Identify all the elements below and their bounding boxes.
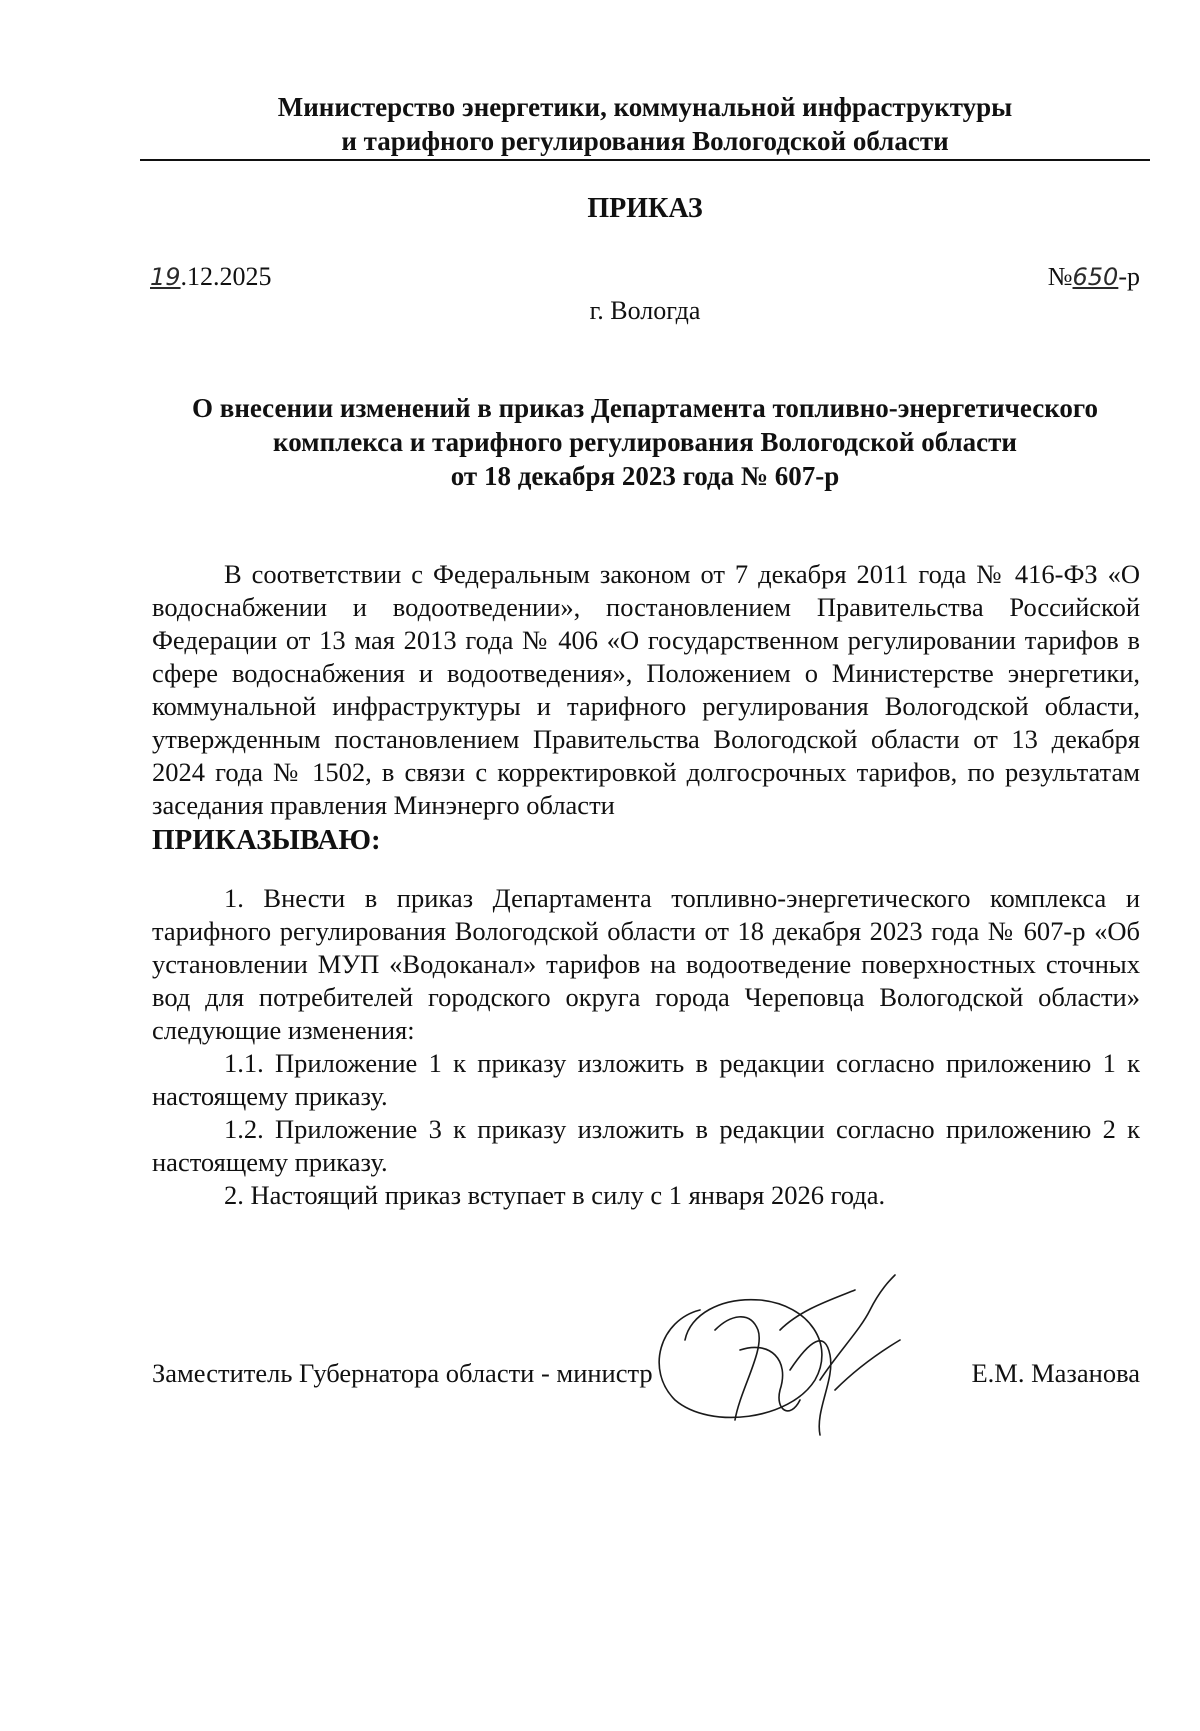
- document-date: [150, 262, 272, 292]
- document-city: г. Вологда: [589, 296, 701, 325]
- item-1-paragraph: 1. Внести в приказ Департамента топливно-энергетического комплекса и тарифного регулирования Вологодской области от 18 декабря 2023 года № 607-р «Об установлении МУП «Водоканал» тарифов на водоотведение поверхностных сточных вод для потребителей городского округа города Череповца Вологодской области» следующие изменения:: [152, 883, 1140, 1045]
- date-rest: .12.2025: [180, 262, 272, 291]
- document-subject: [150, 391, 1140, 493]
- signatory-name: Е.М. Мазанова: [971, 1358, 1140, 1388]
- number-handwritten: 650: [1072, 263, 1119, 291]
- number-prefix: №: [1047, 262, 1073, 291]
- ministry-header: [150, 90, 1140, 158]
- item-1-2-paragraph: 1.2. Приложение 3 к приказу изложить в редакции согласно приложению 2 к настоящему приказу.: [152, 1114, 1140, 1177]
- subject-line-2: комплекса и тарифного регулирования Вологодской области: [273, 427, 1017, 457]
- subject-line-1: О внесении изменений в приказ Департамента топливно-энергетического: [191, 393, 1098, 423]
- subject-line-3: от 18 декабря 2023 года № 607-р: [450, 461, 840, 491]
- ministry-line-1: Министерство энергетики, коммунальной инфраструктуры: [277, 92, 1013, 122]
- date-day-handwritten: 19: [150, 263, 181, 291]
- item-1-1-paragraph: 1.1. Приложение 1 к приказу изложить в редакции согласно приложению 1 к настоящему приказу.: [152, 1048, 1140, 1111]
- signatory-role: Заместитель Губернатора области - министр: [152, 1358, 653, 1388]
- document-title: ПРИКАЗ: [587, 193, 703, 224]
- number-suffix: -р: [1118, 262, 1140, 291]
- ministry-line-2: и тарифного регулирования Вологодской области: [341, 126, 949, 156]
- preamble-paragraph: В соответствии с Федеральным законом от 7 декабря 2011 года № 416-ФЗ «О водоснабжении и водоотведении», постановлением Правительства Российской Федерации от 13 мая 2013 года № 406 «О государственном регулировании тарифов в сфере водоснабжения и водоотведения», Положением о Министерстве энергетики, коммунальной инфраструктуры и тарифного регулирования Вологодской области, утвержденным постановлением Правительства Вологодской области от 13 декабря 2024 года № 1502, в связи с корректировкой долгосрочных тарифов, по результатам заседания правления Минэнерго области: [152, 559, 1140, 820]
- header-rule: [140, 159, 1150, 161]
- handwritten-signature: [640, 1270, 940, 1450]
- document-body: [152, 558, 1140, 1212]
- document-number: [1048, 262, 1140, 292]
- order-word: ПРИКАЗЫВАЮ:: [152, 824, 381, 856]
- item-2-paragraph: 2. Настоящий приказ вступает в силу с 1 января 2026 года.: [224, 1180, 886, 1210]
